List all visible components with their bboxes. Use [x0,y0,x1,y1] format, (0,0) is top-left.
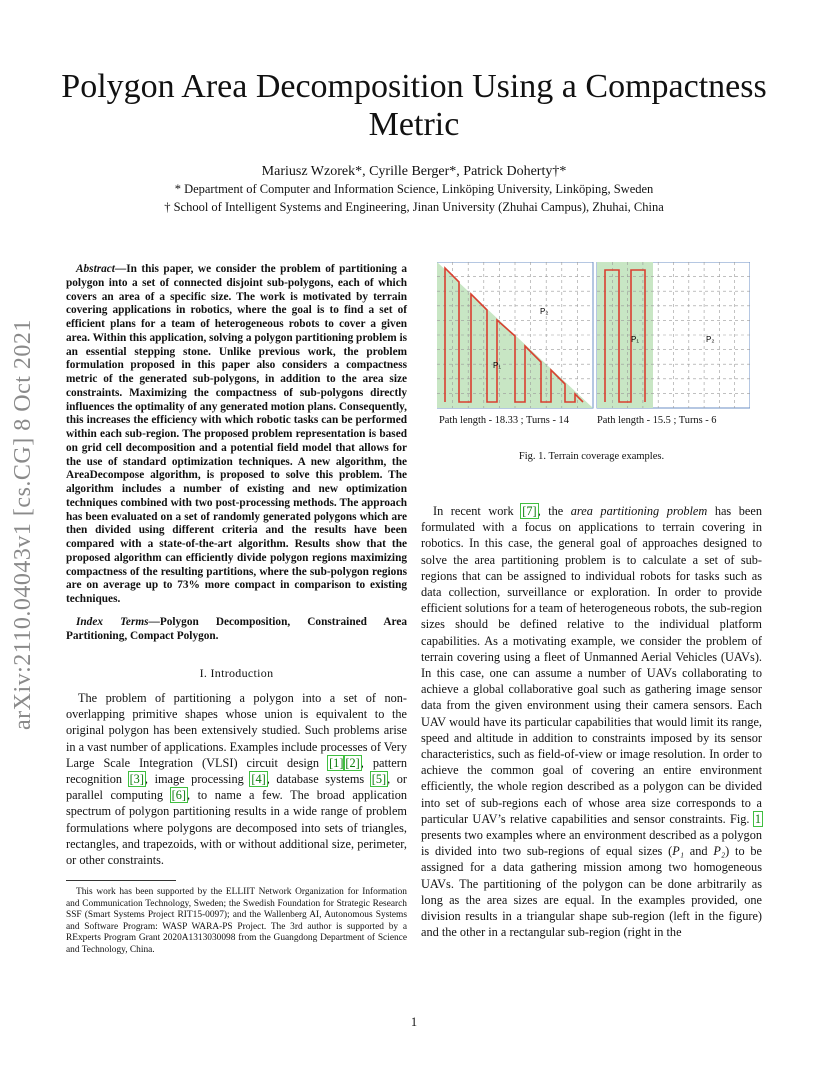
author-list: Mariusz Wzorek*, Cyrille Berger*, Patrick Doherty†* [261,164,567,179]
label-p1: P₁ [631,335,640,344]
arxiv-identifier: arXiv:2110.04043v1 [cs.CG] 8 Oct 2021 [10,319,36,731]
funding-footnote: This work has been supported by the ELLIIT Network Organization for Information and Communication Technology, Sweden; the Swedish Foundation for Strategic Research SSF (Smart Systems Project RIT15-0097); and the Wallenberg AI, Autonomous Systems and Software Program: WASP WARA-PS Project. The 3rd author is supported by a RExperts Program Grant 2020A1313030098 from the Guangdong Department of Science and Technology, China. [66,887,407,955]
text-run: has been formulated with a focus on applications to terrain covering in robotics. In this case, the general goal of approaches designed to solve the area partitioning problem is to calculate a set of sub-regions that can be assigned to individual robots for tasks such as data collection, surveillance or exploration. In order to provide efficient solutions for a team of heterogeneous robots, the sub-region sizes should be defined relative to the individual platform capabilities. As a motivating example, we consider the problem of terrain covering using a fleet of Unmanned Aerial Vehicles (UAVs). In this case, one can assume a number of UAVs collaborating to achieve a global collaborative goal such as gathering image sensor data from the given environment using their camera sensors. Each UAV would have its particular capabilities that would limit its range, speed and altitude in addition to constraints imposed by its sensor characteristics, such as field-of-view or image resolution. In order to achieve the common goal of covering an entire environment efficiently, the whole region described as a polygon can be divided into set of sub-regions each of whose area size corresponds to a particular UAV’s relative capabilities and sensor constraints. Fig. [421,504,762,826]
label-p2: P₂ [706,335,715,344]
citation-link[interactable]: [6] [171,788,186,803]
text-run: , image processing [144,772,251,787]
right-coverage-panel [597,262,750,408]
math-symbol: P₁ [672,844,685,859]
text-run: The problem of partitioning a polygon into a set of non-overlapping primitive shapes whose union is equivalent to the original polygon has been extensively studied. Such problems arise in a vast number of applications. Examples include processes of Very Large Scale Integration (VLSI) circuit design [66,691,407,770]
right-column-body [421,503,762,940]
text-run: , pattern recognition [66,755,407,787]
index-terms [66,616,407,644]
figure-caption: Fig. 1. Terrain coverage examples. [518,451,665,462]
footnote-divider [66,880,176,881]
citation-link[interactable]: [3] [129,772,144,787]
text-run: presents two examples where an environment described as a polygon is divided into two sub-regions of equal sizes ( [421,828,762,859]
text-run: In recent work [433,504,522,518]
affiliation-1: * Department of Computer and Information Science, Linköping University, Linköping, Sweden [174,182,654,196]
abstract [66,263,407,607]
citation-link[interactable]: [4] [251,772,266,787]
citation-link[interactable]: [1] [329,755,344,770]
label-p1: P₁ [493,361,502,370]
figure-reference-link[interactable]: 1 [754,811,761,826]
label-p2: P₂ [540,307,549,316]
introduction-body [66,690,407,868]
citation-link[interactable]: [2] [345,755,360,770]
page-number: 1 [410,1015,418,1029]
paper-title: Polygon Area Decomposition Using a Compactness Metric [61,68,767,143]
text-run: and [684,844,714,859]
text-run: , database systems [266,772,371,787]
index-terms-text: —Polygon Decomposition, Constrained Area Partitioning, Compact Polygon. [66,616,407,642]
text-run: , to name a few. The broad application spectrum of polygon partitioning results in a wide range of problem formulations where polygons are decomposed into sets of triangles, rectangles, and trapezoids, with or without additional size, perimeter, or other constraints. [66,788,407,868]
terrain-coverage-figure [437,262,750,412]
citation-link[interactable]: [5] [371,772,387,787]
citation-link[interactable]: [7] [522,504,537,518]
text-run: , the [537,504,571,518]
section-heading-introduction: I. Introduction [199,666,274,680]
index-terms-label: Index Terms [76,616,149,628]
text-run: ) to be assigned for a data gathering mission among two homogeneous UAVs. The partitioning of the polygon can be done arbitrarily as long as the area sizes are equal. In the examples provided, one division results in a triangular shape sub-region (left in the figure) and the other in a rectangular sub-region (right in the [421,844,762,940]
emphasized-term: area partitioning problem [570,504,708,518]
text-run: , or parallel computing [66,772,407,803]
subfigure-caption-right: Path length - 15.5 ; Turns - 6 [597,415,717,426]
left-coverage-panel [437,262,593,408]
abstract-text: —In this paper, we consider the problem of partitioning a polygon into a set of connected disjoint sub-polygons, each of which covers an area of a specific size. The work is motivated by terrain covering applications in robotics, where the goal is to find a set of efficient plans for a team of heterogeneous robots to cover a given area. Within this application, solving a polygon partitioning problem is an essential stepping stone. Unlike previous work, the problem formulation proposed in this paper also considers a compactness metric of the generated sub-polygons, in addition to the area size constraints. Maximizing the compactness of sub-polygons directly influences the optimality of any generated motion plans. Consequently, this increases the efficiency with which robotic tasks can be performed within each sub-region. The proposed problem representation is based on grid cell decomposition and a potential field model that allows for the use of standard optimization techniques. A new algorithm, the AreaDecompose algorithm, is proposed to solve this problem. The algorithm includes a number of existing and new optimization techniques combined with two post-processing methods. The approach has been evaluated on a set of randomly generated polygons which are then divided using different criteria and the results have been compared with a state-of-the-art algorithm. Results show that the proposed algorithm can efficiently divide polygon regions maximizing compactness of the resulting partitions, where the sub-polygon regions are on average up to 73% more compact in comparison to existing techniques. [66,263,407,605]
subfigure-caption-left: Path length - 18.33 ; Turns - 14 [439,415,569,426]
math-symbol: P₂ [713,844,726,859]
abstract-label: Abstract [76,263,115,275]
affiliation-2: † School of Intelligent Systems and Engineering, Jinan University (Zhuhai Campus), Zhuhai, China [164,200,664,214]
